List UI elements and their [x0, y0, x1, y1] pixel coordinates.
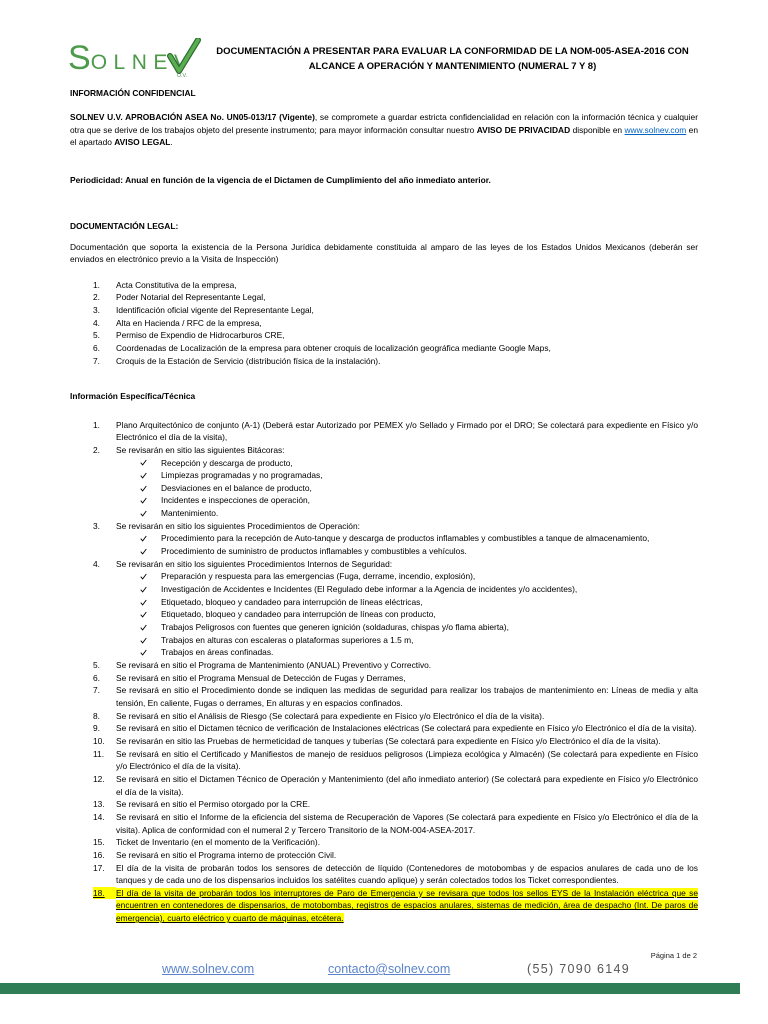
item-text: Plano Arquitectónico de conjunto (A-1) (Deberá estar Autorizado por PEMEX y/o Sellado y Firmado por el DRO; Se colectará para expediente en Físico y/o Electrónico el día de la visita), [116, 419, 698, 443]
technical-requirement-item [70, 722, 698, 735]
item-body [116, 684, 698, 709]
footer-bar [0, 983, 740, 994]
item-text: El día de la visita de probarán todos los interruptores de Paro de Emergencia y se revisara que todos los sellos EYS de la Instalación eléctrica que se encuentren en contenedores de dispensarios, de motobombas, registros de espacios anulares, sistemas de medición, área de despacho (Int. De paros de emergencia), cuarto eléctrico y cuarto de máquinas, etcétera. [116, 887, 698, 924]
check-icon [140, 510, 147, 517]
legal-documents-list [70, 279, 698, 368]
item-body [116, 798, 698, 811]
item-number-cell [70, 748, 116, 773]
legal-document-item [70, 329, 698, 342]
subitem-text: Investigación de Accidentes e Incidentes (El Regulado debe informar a la Agencia de incidentes y/o accidentes), [161, 584, 578, 595]
technical-requirement-item [70, 798, 698, 811]
item-body [116, 659, 698, 672]
checklist-subitem [116, 608, 698, 621]
check-icon [140, 624, 147, 631]
check-icon [140, 469, 161, 482]
subitem-text: Trabajos en alturas con escaleras o plataformas superiores a 1.5 m, [161, 634, 414, 645]
item-text: Se revisarán en sitio las siguientes Bitácoras: [116, 444, 285, 455]
check-icon [140, 621, 161, 634]
technical-requirement-item [70, 887, 698, 925]
item-number-cell [70, 672, 116, 685]
subitem-text: Incidentes e inspecciones de operación, [161, 495, 310, 506]
technical-requirements-list [70, 419, 698, 925]
technical-requirement-item [70, 836, 698, 849]
website-link[interactable]: www.solnev.com [624, 124, 687, 135]
legal-document-item [70, 355, 698, 368]
item-body [116, 710, 698, 723]
checklist-subitem [116, 507, 698, 520]
item-number: 4. [93, 558, 100, 569]
item-text: Se revisará en sitio el Permiso otorgado por la CRE. [116, 799, 311, 810]
item-number: 12. [93, 773, 105, 784]
legal-document-item [70, 304, 698, 317]
checklist-subitem [116, 634, 698, 647]
technical-requirement-item [70, 684, 698, 709]
statement-text: disponible en [570, 124, 625, 135]
item-number: 13. [93, 799, 105, 810]
subitem-text: Recepción y descarga de producto, [161, 457, 293, 468]
legal-documentation-description: Documentación que soporta la existencia de la Persona Jurídica debidamente constituida al amparo de las leyes de los Estados Unidos Mexicanos (deberán ser enviados en electrónico previo a la Visita de Inspección) [70, 241, 698, 265]
technical-requirement-item [70, 862, 698, 887]
item-text: Acta Constitutiva de la empresa, [116, 279, 237, 290]
item-number: 1. [93, 279, 100, 290]
item-text: Identificación oficial vigente del Representante Legal, [116, 304, 314, 315]
item-number: 3. [93, 304, 100, 315]
item-number-cell [70, 342, 116, 355]
item-text: Alta en Hacienda / RFC de la empresa, [116, 317, 262, 328]
item-body [116, 355, 698, 368]
item-text: Se revisarán en sitio los siguientes Procedimientos Internos de Seguridad: [116, 558, 393, 569]
technical-requirement-item [70, 773, 698, 798]
item-number: 3. [93, 520, 100, 531]
item-number-cell [70, 887, 116, 925]
item-text: El día de la visita de probarán todos los sensores de detección de líquido (Contenedores de motobombas y de espacios anulares de cada uno de los tanques y de cada uno de los dispensarios incluidos los satélites cuando aplique) y serán colectados todos los Ticket correspondientes. [116, 862, 698, 886]
legal-document-item [70, 342, 698, 355]
checklist-subitem [116, 494, 698, 507]
item-text: Ticket de Inventario (en el momento de la Verificación). [116, 837, 321, 848]
subitem-text: Preparación y respuesta para las emergencias (Fuga, derrame, incendio, explosión), [161, 571, 476, 582]
subitem-text: Procedimiento para la recepción de Auto-tanque y descarga de productos inflamables y combustibles a tanque de almacenamiento, [161, 533, 650, 544]
item-body [116, 342, 698, 355]
check-icon [140, 485, 147, 492]
item-number: 7. [93, 355, 100, 366]
item-text: Se revisarán en sitio los siguientes Procedimientos de Operación: [116, 520, 360, 531]
item-number: 9. [93, 723, 100, 734]
check-icon [140, 494, 161, 507]
footer-email-link[interactable]: contacto@solnev.com [328, 962, 451, 976]
item-body [116, 735, 698, 748]
legal-document-item [70, 317, 698, 330]
item-text: Coordenadas de Localización de la empresa para obtener croquis de localización geográfica mediante Google Maps, [116, 342, 551, 353]
item-number: 7. [93, 685, 100, 696]
check-icon [140, 497, 147, 504]
checklist-subitem [116, 583, 698, 596]
subitem-text: Desviaciones en el balance de producto, [161, 482, 312, 493]
item-text: Croquis de la Estación de Servicio (distribución física de la instalación). [116, 355, 381, 366]
item-number: 6. [93, 342, 100, 353]
item-number: 8. [93, 710, 100, 721]
privacy-notice-label: AVISO DE PRIVACIDAD [476, 124, 571, 135]
item-body [116, 887, 698, 925]
item-body [116, 520, 698, 558]
technical-requirement-item [70, 419, 698, 444]
technical-requirement-item [70, 672, 698, 685]
technical-requirement-item [70, 444, 698, 520]
subitem-text: Mantenimiento. [161, 508, 219, 519]
item-number: 1. [93, 419, 100, 430]
checkmark-icon [166, 38, 202, 74]
item-body [116, 419, 698, 444]
item-text: Se revisará en sitio el Dictamen Técnico de Operación y Mantenimiento (del año inmediato anterior) (Se colectará para expediente en Físico y/o Electrónico el día de la visita). [116, 773, 698, 797]
technical-requirement-item [70, 735, 698, 748]
document-body [70, 87, 698, 925]
item-number-cell [70, 862, 116, 887]
subitem-text: Etiquetado, bloqueo y candadeo para interrupción de líneas con producto, [161, 609, 436, 620]
legal-document-item [70, 291, 698, 304]
check-icon [140, 596, 161, 609]
item-number-cell [70, 329, 116, 342]
item-body [116, 329, 698, 342]
statement-text: en el apartado [70, 124, 698, 148]
title-line: DOCUMENTACIÓN A PRESENTAR PARA EVALUAR LA CONFORMIDAD DE LA NOM-005-ASEA-2016 CON [216, 46, 689, 57]
check-icon [140, 586, 147, 593]
item-number-cell [70, 419, 116, 444]
item-body [116, 773, 698, 798]
item-text: Se revisará en sitio el Programa Mensual de Detección de Fugas y Derrames, [116, 672, 406, 683]
item-text: Se revisará en sitio el Procedimiento donde se indiquen las medidas de seguridad para realizar los trabajos de mantenimiento en: Líneas de media y alta tensión, En caliente, Fugas o derrames, En alturas y en espacios confinados. [116, 685, 698, 708]
item-number-cell [70, 558, 116, 659]
item-number: 14. [93, 811, 105, 822]
checklist-subitem [116, 457, 698, 470]
logo-subtitle: U.V. [177, 73, 188, 79]
checklist-subitem [116, 482, 698, 495]
checklist-subitem [116, 545, 698, 558]
item-body [116, 849, 698, 862]
check-icon [140, 457, 161, 470]
subitem-text: Trabajos Peligrosos con fuentes que generen ignición (soldaduras, chispas y/o flama abierta), [161, 622, 509, 633]
item-number-cell [70, 735, 116, 748]
technical-requirement-item [70, 520, 698, 558]
item-number: 2. [93, 292, 100, 303]
item-number: 16. [93, 849, 105, 860]
check-icon [140, 599, 147, 606]
solnev-logo [68, 40, 208, 84]
check-icon [140, 507, 161, 520]
check-icon [140, 608, 161, 621]
item-number-cell [70, 444, 116, 520]
check-icon [140, 472, 147, 479]
item-body [116, 672, 698, 685]
item-number-cell [70, 722, 116, 735]
item-body [116, 444, 698, 520]
checklist-subitem [116, 621, 698, 634]
technical-information-heading: Información Específica/Técnica [70, 390, 196, 401]
item-number: 17. [93, 862, 105, 873]
technical-requirement-item [70, 748, 698, 773]
checklist-subitem [116, 469, 698, 482]
item-number-cell [70, 684, 116, 709]
item-number-cell [70, 291, 116, 304]
confidential-heading: INFORMACIÓN CONFIDENCIAL [70, 88, 196, 98]
item-number: 5. [93, 330, 100, 341]
item-body [116, 722, 698, 735]
checklist-subitem [116, 570, 698, 583]
check-icon [140, 482, 161, 495]
item-body [116, 317, 698, 330]
item-text: Se revisará en sitio el Dictamen técnico de verificación de Instalaciones eléctricas (Se colectará para expediente en Físico y/o Electrónico el día de la visita). [116, 723, 697, 734]
item-number-cell [70, 811, 116, 836]
item-number-cell [70, 849, 116, 862]
technical-requirement-item [70, 811, 698, 836]
check-icon [140, 637, 147, 644]
check-icon [140, 583, 161, 596]
technical-requirement-item [70, 558, 698, 659]
legal-notice-label: AVISO LEGAL [114, 137, 171, 148]
checklist-subitem [116, 532, 698, 545]
check-icon [140, 570, 161, 583]
check-icon [140, 459, 147, 466]
item-number-cell [70, 710, 116, 723]
item-number-cell [70, 520, 116, 558]
item-number-cell [70, 798, 116, 811]
subitem-text: Limpiezas programadas y no programadas, [161, 470, 323, 481]
item-number-cell [70, 355, 116, 368]
item-number-cell [70, 304, 116, 317]
item-number: 2. [93, 444, 100, 455]
item-text: Se revisará en sitio el Programa de Mantenimiento (ANUAL) Preventivo y Correctivo. [116, 660, 432, 671]
subitem-text: Etiquetado, bloqueo y candadeo para interrupción de líneas eléctricas, [161, 596, 423, 607]
technical-requirement-item [70, 710, 698, 723]
item-number: 5. [93, 660, 100, 671]
footer-phone: (55) 7090 6149 [527, 962, 630, 976]
statement-text: , se compromete a guardar estricta confidencialidad en relación con la información técnica y cualquier otra que se derive de los trabajos objeto del presente instrumento; para mayor información consultar nuestro [70, 112, 698, 135]
check-icon [140, 535, 147, 542]
approval-number: SOLNEV U.V. APROBACIÓN ASEA No. UN05-013/17 (Vigente) [70, 112, 315, 123]
check-icon [140, 548, 147, 555]
item-body [116, 558, 698, 659]
item-text: Se revisarán en sitio las Pruebas de hermeticidad de tanques y tuberías (Se colectará para expediente en Físico y/o Electrónico el día de la visita). [116, 735, 661, 746]
subitem-text: Procedimiento de suministro de productos inflamables y combustibles a vehículos. [161, 546, 467, 557]
check-icon [140, 611, 147, 618]
item-text: Se revisará en sitio el Informe de la eficiencia del sistema de Recuperación de Vapores (Se colectará para expediente en Físico y/o Electrónico el día de la visita). Aplica de conformidad con el numeral 2 y Tercero Transitorio de la NOM-004-ASEA-2017. [116, 811, 698, 835]
document-title [200, 44, 705, 74]
checklist-subitem [116, 646, 698, 659]
logo-wordmark: SOLNEV [68, 39, 195, 77]
item-number-cell [70, 659, 116, 672]
item-number-cell [70, 836, 116, 849]
statement-text: . [170, 137, 173, 148]
check-icon [140, 649, 147, 656]
item-body [116, 748, 698, 773]
technical-requirement-item [70, 659, 698, 672]
item-body [116, 291, 698, 304]
checklist-subitem [116, 596, 698, 609]
item-number-cell [70, 773, 116, 798]
page-number: Página 1 de 2 [650, 951, 697, 960]
item-body [116, 862, 698, 887]
item-text: Se revisará en sitio el Certificado y Manifiestos de manejo de residuos peligrosos (Limpieza ecológica y Almacén) (Se colectará para expediente en Físico y/o Electrónico el día de la visita). [116, 748, 698, 772]
item-number: 6. [93, 672, 100, 683]
check-icon [140, 646, 161, 659]
item-number: 4. [93, 317, 100, 328]
check-icon [140, 634, 161, 647]
legal-document-item [70, 279, 698, 292]
item-text: Poder Notarial del Representante Legal, [116, 292, 266, 303]
check-icon [140, 545, 161, 558]
technical-requirement-item [70, 849, 698, 862]
subitem-text: Trabajos en áreas confinadas. [161, 647, 274, 658]
periodicity-note: Periodicidad: Anual en función de la vigencia de el Dictamen de Cumplimiento del año inmediato anterior. [70, 174, 491, 185]
item-number-cell [70, 317, 116, 330]
title-line: ALCANCE A OPERACIÓN Y MANTENIMIENTO (NUMERAL 7 Y 8) [308, 61, 597, 72]
item-text: Se revisará en sitio el Análisis de Riesgo (Se colectará para expediente en Físico y/o Electrónico el día de la visita). [116, 710, 545, 721]
item-body [116, 836, 698, 849]
item-text: Se revisará en sitio el Programa interno de protección Civil. [116, 849, 337, 860]
item-body [116, 811, 698, 836]
item-number: 11. [93, 748, 105, 759]
item-body [116, 304, 698, 317]
footer-website-link[interactable]: www.solnev.com [162, 962, 255, 976]
check-icon [140, 532, 161, 545]
confidentiality-statement [70, 111, 698, 149]
legal-documentation-heading: DOCUMENTACIÓN LEGAL: [70, 220, 179, 231]
item-number: 15. [93, 837, 105, 848]
check-icon [140, 573, 147, 580]
item-text: Permiso de Expendio de Hidrocarburos CRE, [116, 330, 285, 341]
item-body [116, 279, 698, 292]
item-number: 10. [93, 735, 105, 746]
item-number: 18. [93, 887, 116, 900]
item-number-cell [70, 279, 116, 292]
